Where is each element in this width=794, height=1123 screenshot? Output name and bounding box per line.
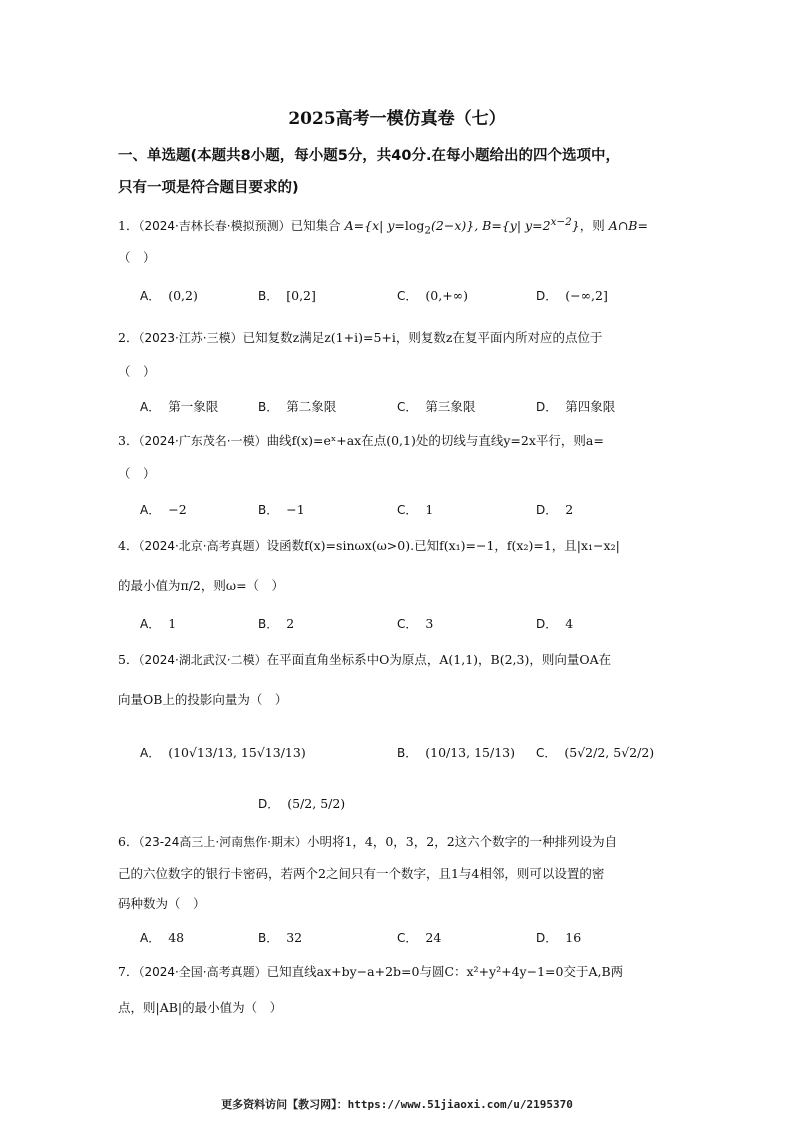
q3-option-b: B． −1 (258, 502, 305, 517)
question-6-source: （23-24高三上·河南焦作·期末） (138, 835, 307, 849)
q5-option-d: D． (5/2, 5/2) (258, 796, 346, 811)
question-5: 5．（2024·湖北武汉·二模）在平面直角坐标系中O为原点，A(1,1)，B(2,3)，则向量OA在 (118, 652, 612, 667)
q6-option-a: A． 48 (140, 930, 185, 945)
section-heading-line2: 只有一项是符合题目要求的) (118, 180, 299, 196)
question-4-stem: 设函数f(x)=sinωx(ω>0).已知f(x₁)=−1，f(x₂)=1，且|x₁−x₂| (266, 538, 620, 553)
q1-option-a: A． (0,2) (140, 288, 198, 303)
q4-option-c: C． 3 (397, 616, 434, 631)
q6-option-c: C． 24 (397, 930, 442, 945)
footer-link[interactable]: 更多资料访问【教习网】：https://www.51jiaoxi.com/u/2195370 (221, 1098, 573, 1111)
q3-option-d: D． 2 (536, 502, 574, 517)
q1-option-c: C． (0,+∞) (397, 288, 468, 303)
q1-option-d: D． (−∞,2] (536, 288, 608, 303)
q6-option-d: D． 16 (536, 930, 582, 945)
question-7-line2: 点，则|AB|的最小值为（ ） (118, 1000, 283, 1015)
q5-option-b: B． (10/13, 15/13) (397, 745, 515, 760)
question-1-math-tail: A∩B= (608, 218, 648, 234)
question-5-stem: 在平面直角坐标系中O为原点，A(1,1)，B(2,3)，则向量OA在 (266, 652, 612, 667)
question-3: 3．（2024·广东茂名·一模）曲线f(x)=eˣ+ax在点(0,1)处的切线与直线y=2x平行，则a= (118, 433, 604, 448)
question-3-paren: （ ） (118, 466, 156, 481)
question-1-source: （2024·吉林长春·模拟预测） (138, 219, 291, 234)
q2-option-b: B． 第二象限 (258, 399, 337, 414)
question-4-line2: 的最小值为π/2，则ω=（ ） (118, 578, 285, 593)
q1-option-b: B． [0,2] (258, 288, 316, 303)
q5-option-a: A． (10√13/13, 15√13/13) (140, 745, 306, 760)
question-1: 1．（2024·吉林长春·模拟预测）已知集合 A={x| $y=\log_2(2-x)$}, B={y| $y=2^{x-2}$}，则 A∩B= (118, 216, 648, 237)
q4-option-a: A． 1 (140, 616, 177, 631)
question-6-stem: 小明将1，4，0，3，2，2这六个数字的一种排列设为自 (306, 834, 618, 849)
question-1-math: A={x| $y=\log_2(2-x)$}, B={y| $y=2^{x-2}$} (344, 216, 580, 237)
question-6-line2: 己的六位数字的银行卡密码，若两个2之间只有一个数字，且1与4相邻，则可以设置的密 (118, 866, 605, 881)
question-5-source: （2024·湖北武汉·二模） (138, 653, 267, 667)
question-7-source: （2024·全国·高考真题） (138, 965, 267, 979)
page-title: 2025高考一模仿真卷（七） (288, 109, 506, 129)
question-7-stem: 已知直线ax+by−a+2b=0与圆C：x²+y²+4y−1=0交于A,B两 (266, 964, 624, 979)
question-5-line2: 向量OB上的投影向量为（ ） (118, 692, 288, 707)
q6-option-b: B． 32 (258, 930, 303, 945)
question-1-number: 1． (118, 218, 139, 234)
q2-option-d: D． 第四象限 (536, 399, 616, 414)
question-2-source: （2023·江苏·三模） (138, 331, 243, 345)
q2-option-a: A． 第一象限 (140, 399, 219, 414)
question-2-stem: 已知复数z满足z(1+i)=5+i，则复数z在复平面内所对应的点位于 (242, 330, 603, 345)
q3-option-a: A． −2 (140, 502, 187, 517)
question-3-stem: 曲线f(x)=eˣ+ax在点(0,1)处的切线与直线y=2x平行，则a= (266, 433, 604, 448)
q5-option-c: C． (5√2/2, 5√2/2) (536, 745, 655, 760)
question-3-source: （2024·广东茂名·一模） (138, 434, 267, 448)
question-6-line3: 码种数为（ ） (118, 896, 206, 911)
question-6: 6．（23-24高三上·河南焦作·期末）小明将1，4，0，3，2，2这六个数字的一种排列设为自 (118, 834, 618, 849)
question-4-source: （2024·北京·高考真题） (138, 539, 267, 553)
question-4: 4．（2024·北京·高考真题）设函数f(x)=sinωx(ω>0).已知f(x₁)=−1，f(x₂)=1，且|x₁−x₂| (118, 538, 620, 553)
question-7: 7．（2024·全国·高考真题）已知直线ax+by−a+2b=0与圆C：x²+y²+4y−1=0交于A,B两 (118, 964, 624, 979)
question-1-stem: 已知集合 (290, 218, 341, 234)
q4-option-b: B． 2 (258, 616, 295, 631)
q2-option-c: C． 第三象限 (397, 399, 476, 414)
section-heading-line1: 一、单选题(本题共8小题，每小题5分，共40分.在每小题给出的四个选项中， (118, 148, 620, 164)
question-2: 2．（2023·江苏·三模）已知复数z满足z(1+i)=5+i，则复数z在复平面内所对应的点位于 (118, 330, 603, 345)
question-2-paren: （ ） (118, 364, 156, 379)
q4-option-d: D． 4 (536, 616, 574, 631)
q3-option-c: C． 1 (397, 502, 434, 517)
question-1-paren: （ ） (118, 250, 156, 265)
